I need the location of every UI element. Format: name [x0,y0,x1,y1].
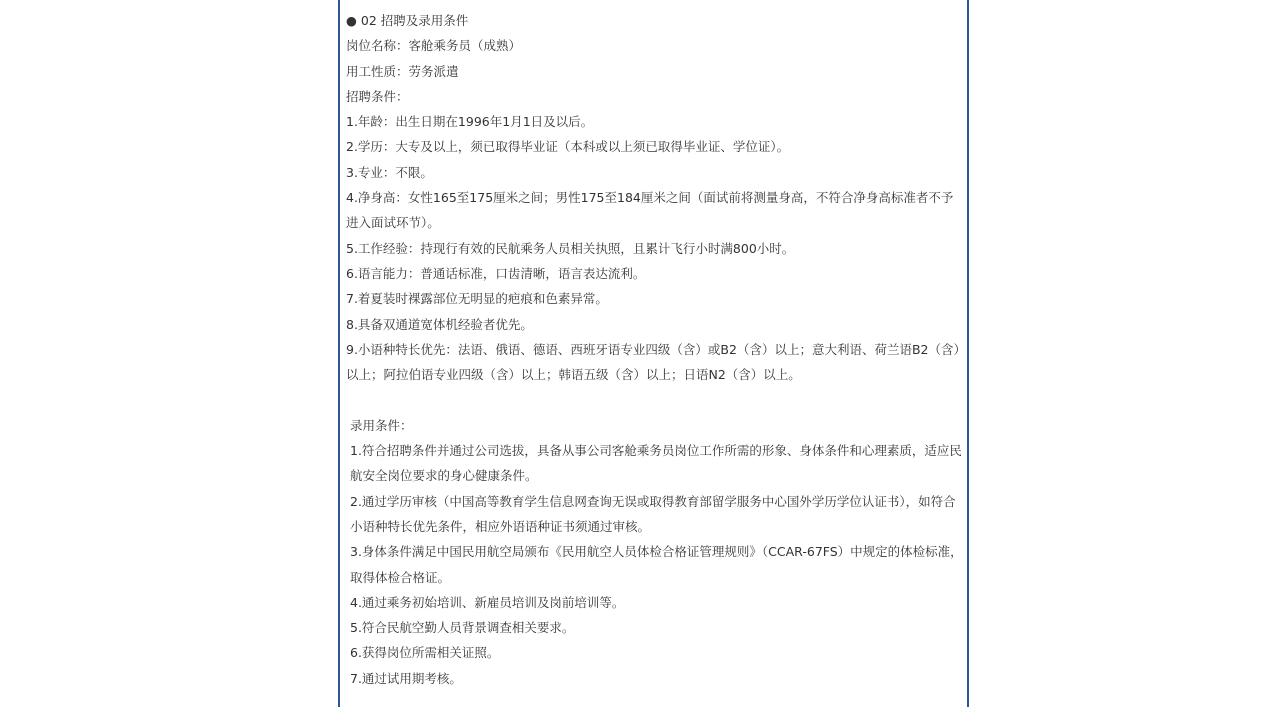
recruit-item-age: 1.年龄：出生日期在1996年1月1日及以后。 [346,114,594,130]
hire-item-medical: 3.身体条件满足中国民用航空局颁布《民用航空人员体检合格证管理规则》（CCAR-67FS）中规定的体检标准，取得体检合格证。 [350,544,963,585]
recruit-item-widebody: 8.具备双通道宽体机经验者优先。 [346,316,533,332]
recruit-item-experience: 5.工作经验：持现行有效的民航乘务人员相关执照，且累计飞行小时满800小时。 [346,240,795,256]
position-name: 岗位名称：客舱乘务员（成熟） [346,38,522,54]
section-heading: ● 02 招聘及录用条件 [346,13,469,28]
recruit-item-language: 6.语言能力：普通话标准，口齿清晰，语言表达流利。 [346,265,646,281]
recruit-item-appearance: 7.着夏装时裸露部位无明显的疤痕和色素异常。 [346,291,608,307]
hire-item-training: 4.通过乘务初始培训、新雇员培训及岗前培训等。 [350,594,625,610]
recruit-item-height: 4.净身高：女性165至175厘米之间；男性175至184厘米之间（面试前将测量身高，不符合净身高标准者不予进入面试环节）。 [346,190,954,231]
hire-item-education-review: 2.通过学历审核（中国高等教育学生信息网查询无误或取得教育部留学服务中心国外学历学位认证书），如符合小语种特长优先条件，相应外语语种证书须通过审核。 [350,493,956,534]
spacer [346,387,963,412]
article-content [338,0,969,707]
employment-type: 用工性质：劳务派遣 [346,63,459,79]
recruit-conditions-title: 招聘条件： [346,88,409,104]
hire-item-license: 6.获得岗位所需相关证照。 [350,645,500,661]
recruit-item-minor-language: 9.小语种特长优先：法语、俄语、德语、西班牙语专业四级（含）或B2（含）以上；意大利语、荷兰语B2（含）以上；阿拉伯语专业四级（含）以上；韩语五级（含）以上；日语N2（含）以上。 [346,341,960,383]
hire-item-probation: 7.通过试用期考核。 [350,670,462,686]
recruit-item-education: 2.学历：大专及以上，须已取得毕业证（本科或以上须已取得毕业证、学位证）。 [346,139,790,155]
hire-conditions-title: 录用条件： [350,417,413,433]
hire-item-background: 5.符合民航空勤人员背景调查相关要求。 [350,620,575,636]
hire-item-selection: 1.符合招聘条件并通过公司选拔，具备从事公司客舱乘务员岗位工作所需的形象、身体条件和心理素质，适应民航安全岗位要求的身心健康条件。 [350,443,962,484]
recruit-item-major: 3.专业：不限。 [346,164,433,180]
